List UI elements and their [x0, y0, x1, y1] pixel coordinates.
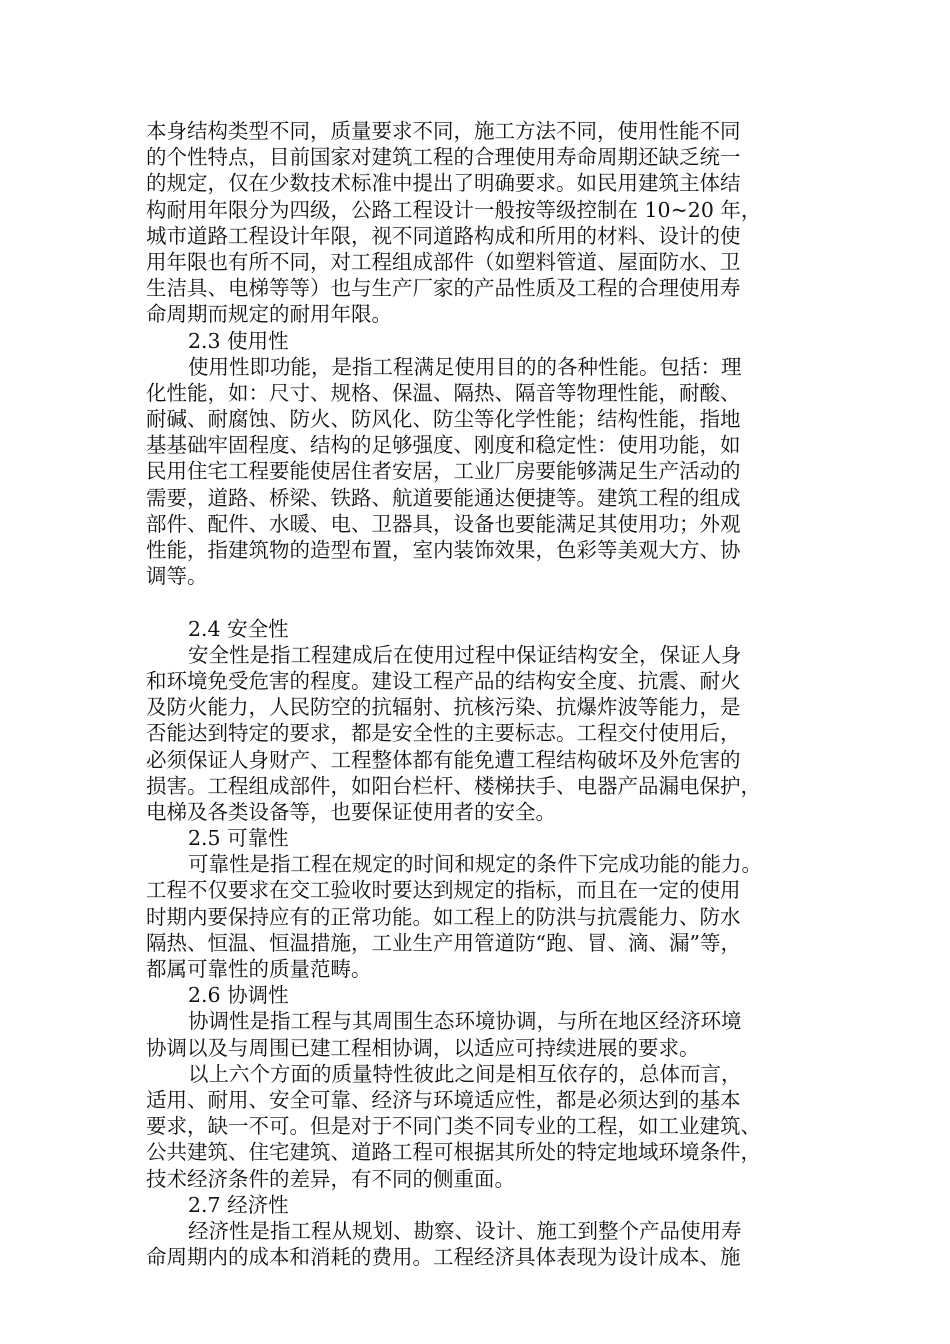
- text-line: 命周期内的成本和消耗的费用。工程经济具体表现为设计成本、施: [146, 1245, 741, 1270]
- blank-line: [146, 589, 802, 615]
- text-line: 经济性是指工程从规划、勘察、设计、施工到整个产品使用寿: [188, 1218, 742, 1243]
- text-line: 要求，缺一不可。但是对于不同门类不同专业的工程，如工业建筑、: [146, 1114, 761, 1139]
- text-line: 耐碱、耐腐蚀、防火、防风化、防尘等化学性能；结构性能，指地: [146, 407, 741, 432]
- text-line: 性能，指建筑物的造型布置，室内装饰效果，色彩等美观大方、协: [146, 538, 741, 562]
- text-line: 需要，道路、桥梁、铁路、航道要能通达便捷等。建筑工程的组成: [146, 485, 741, 510]
- text-line: 公共建筑、住宅建筑、道路工程可根据其所处的特定地域环境条件，: [146, 1140, 761, 1165]
- text-line: 城市道路工程设计年限，视不同道路构成和所用的材料、设计的使: [146, 223, 741, 248]
- text-line: 必须保证人身财产、工程整体都有能免遭工程结构破坏及外危害的: [146, 747, 741, 772]
- text-line: 构耐用年限分为四级，公路工程设计一般按等级控制在 10~20 年，: [146, 197, 762, 222]
- text-line: 否能达到特定的要求，都是安全性的主要标志。工程交付使用后，: [146, 721, 741, 746]
- section-heading: 2.5 可靠性: [188, 826, 289, 851]
- text-line: 用年限也有所不同，对工程组成部件（如塑料管道、屋面防水、卫: [146, 249, 741, 274]
- text-line: 技术经济条件的差异，有不同的侧重面。: [146, 1166, 515, 1191]
- text-line: 的个性特点，目前国家对建筑工程的合理使用寿命周期还缺乏统一: [146, 145, 741, 170]
- text-line: 时期内要保持应有的正常功能。如工程上的防洪与抗震能力、防水: [146, 904, 741, 929]
- text-line: 基基础牢固程度、结构的足够强度、刚度和稳定性：使用功能，如: [146, 433, 741, 458]
- section-heading: 2.7 经济性: [188, 1192, 289, 1217]
- text-line: 化性能，如：尺寸、规格、保温、隔热、隔音等物理性能，耐酸、: [146, 380, 741, 405]
- text-line: 都属可靠性的质量范畴。: [146, 957, 372, 981]
- text-line: 部件、配件、水暖、电、卫器具，设备也要能满足其使用功；外观: [146, 511, 741, 536]
- text-line: 以上六个方面的质量特性彼此之间是相互依存的，总体而言，: [188, 1061, 742, 1086]
- text-line: 协调以及与周围已建工程相协调，以适应可持续进展的要求。: [146, 1035, 700, 1060]
- section-heading: 2.3 使用性: [188, 328, 289, 353]
- text-line: 协调性是指工程与其周围生态环境协调，与所在地区经济环境: [188, 1009, 742, 1034]
- text-line: 电梯及各类设备等，也要保证使用者的安全。: [146, 799, 556, 824]
- text-line: 使用性即功能，是指工程满足使用目的的各种性能。包括：理: [188, 354, 742, 379]
- text-line: 和环境免受危害的程度。建设工程产品的结构安全度、抗震、耐火: [146, 668, 741, 693]
- text-line: 适用、耐用、安全可靠、经济与环境适应性，都是必须达到的基本: [146, 1087, 741, 1112]
- text-line: 损害。工程组成部件，如阳台栏杆、楼梯扶手、电器产品漏电保护，: [146, 773, 761, 798]
- text-line: 可靠性是指工程在规定的时间和规定的条件下完成功能的能力。: [188, 852, 762, 877]
- text-line: 生洁具、电梯等等）也与生产厂家的产品性质及工程的合理使用寿: [146, 276, 741, 301]
- text-line: 民用住宅工程要能使居住者安居，工业厂房要能够满足生产活动的: [146, 459, 741, 484]
- text-line: 命周期而规定的耐用年限。: [146, 302, 392, 327]
- text-line: 隔热、恒温、恒温措施，工业生产用管道防“跑、冒、滴、漏”等，: [146, 930, 741, 955]
- section-heading: 2.4 安全性: [188, 616, 289, 641]
- text-line: 及防火能力，人民防空的抗辐射、抗核污染、抗爆炸波等能力，是: [146, 695, 741, 720]
- text-line: 的规定，仅在少数技术标准中提出了明确要求。如民用建筑主体结: [146, 171, 741, 196]
- document-body: [146, 118, 802, 1270]
- section-heading: 2.6 协调性: [188, 983, 289, 1008]
- text-line: 安全性是指工程建成后在使用过程中保证结构安全，保证人身: [188, 642, 742, 667]
- text-line: 调等。: [146, 564, 208, 589]
- text-line: 工程不仅要求在交工验收时要达到规定的指标，而且在一定的使用: [146, 878, 741, 903]
- text-line: 本身结构类型不同，质量要求不同，施工方法不同，使用性能不同: [146, 119, 741, 143]
